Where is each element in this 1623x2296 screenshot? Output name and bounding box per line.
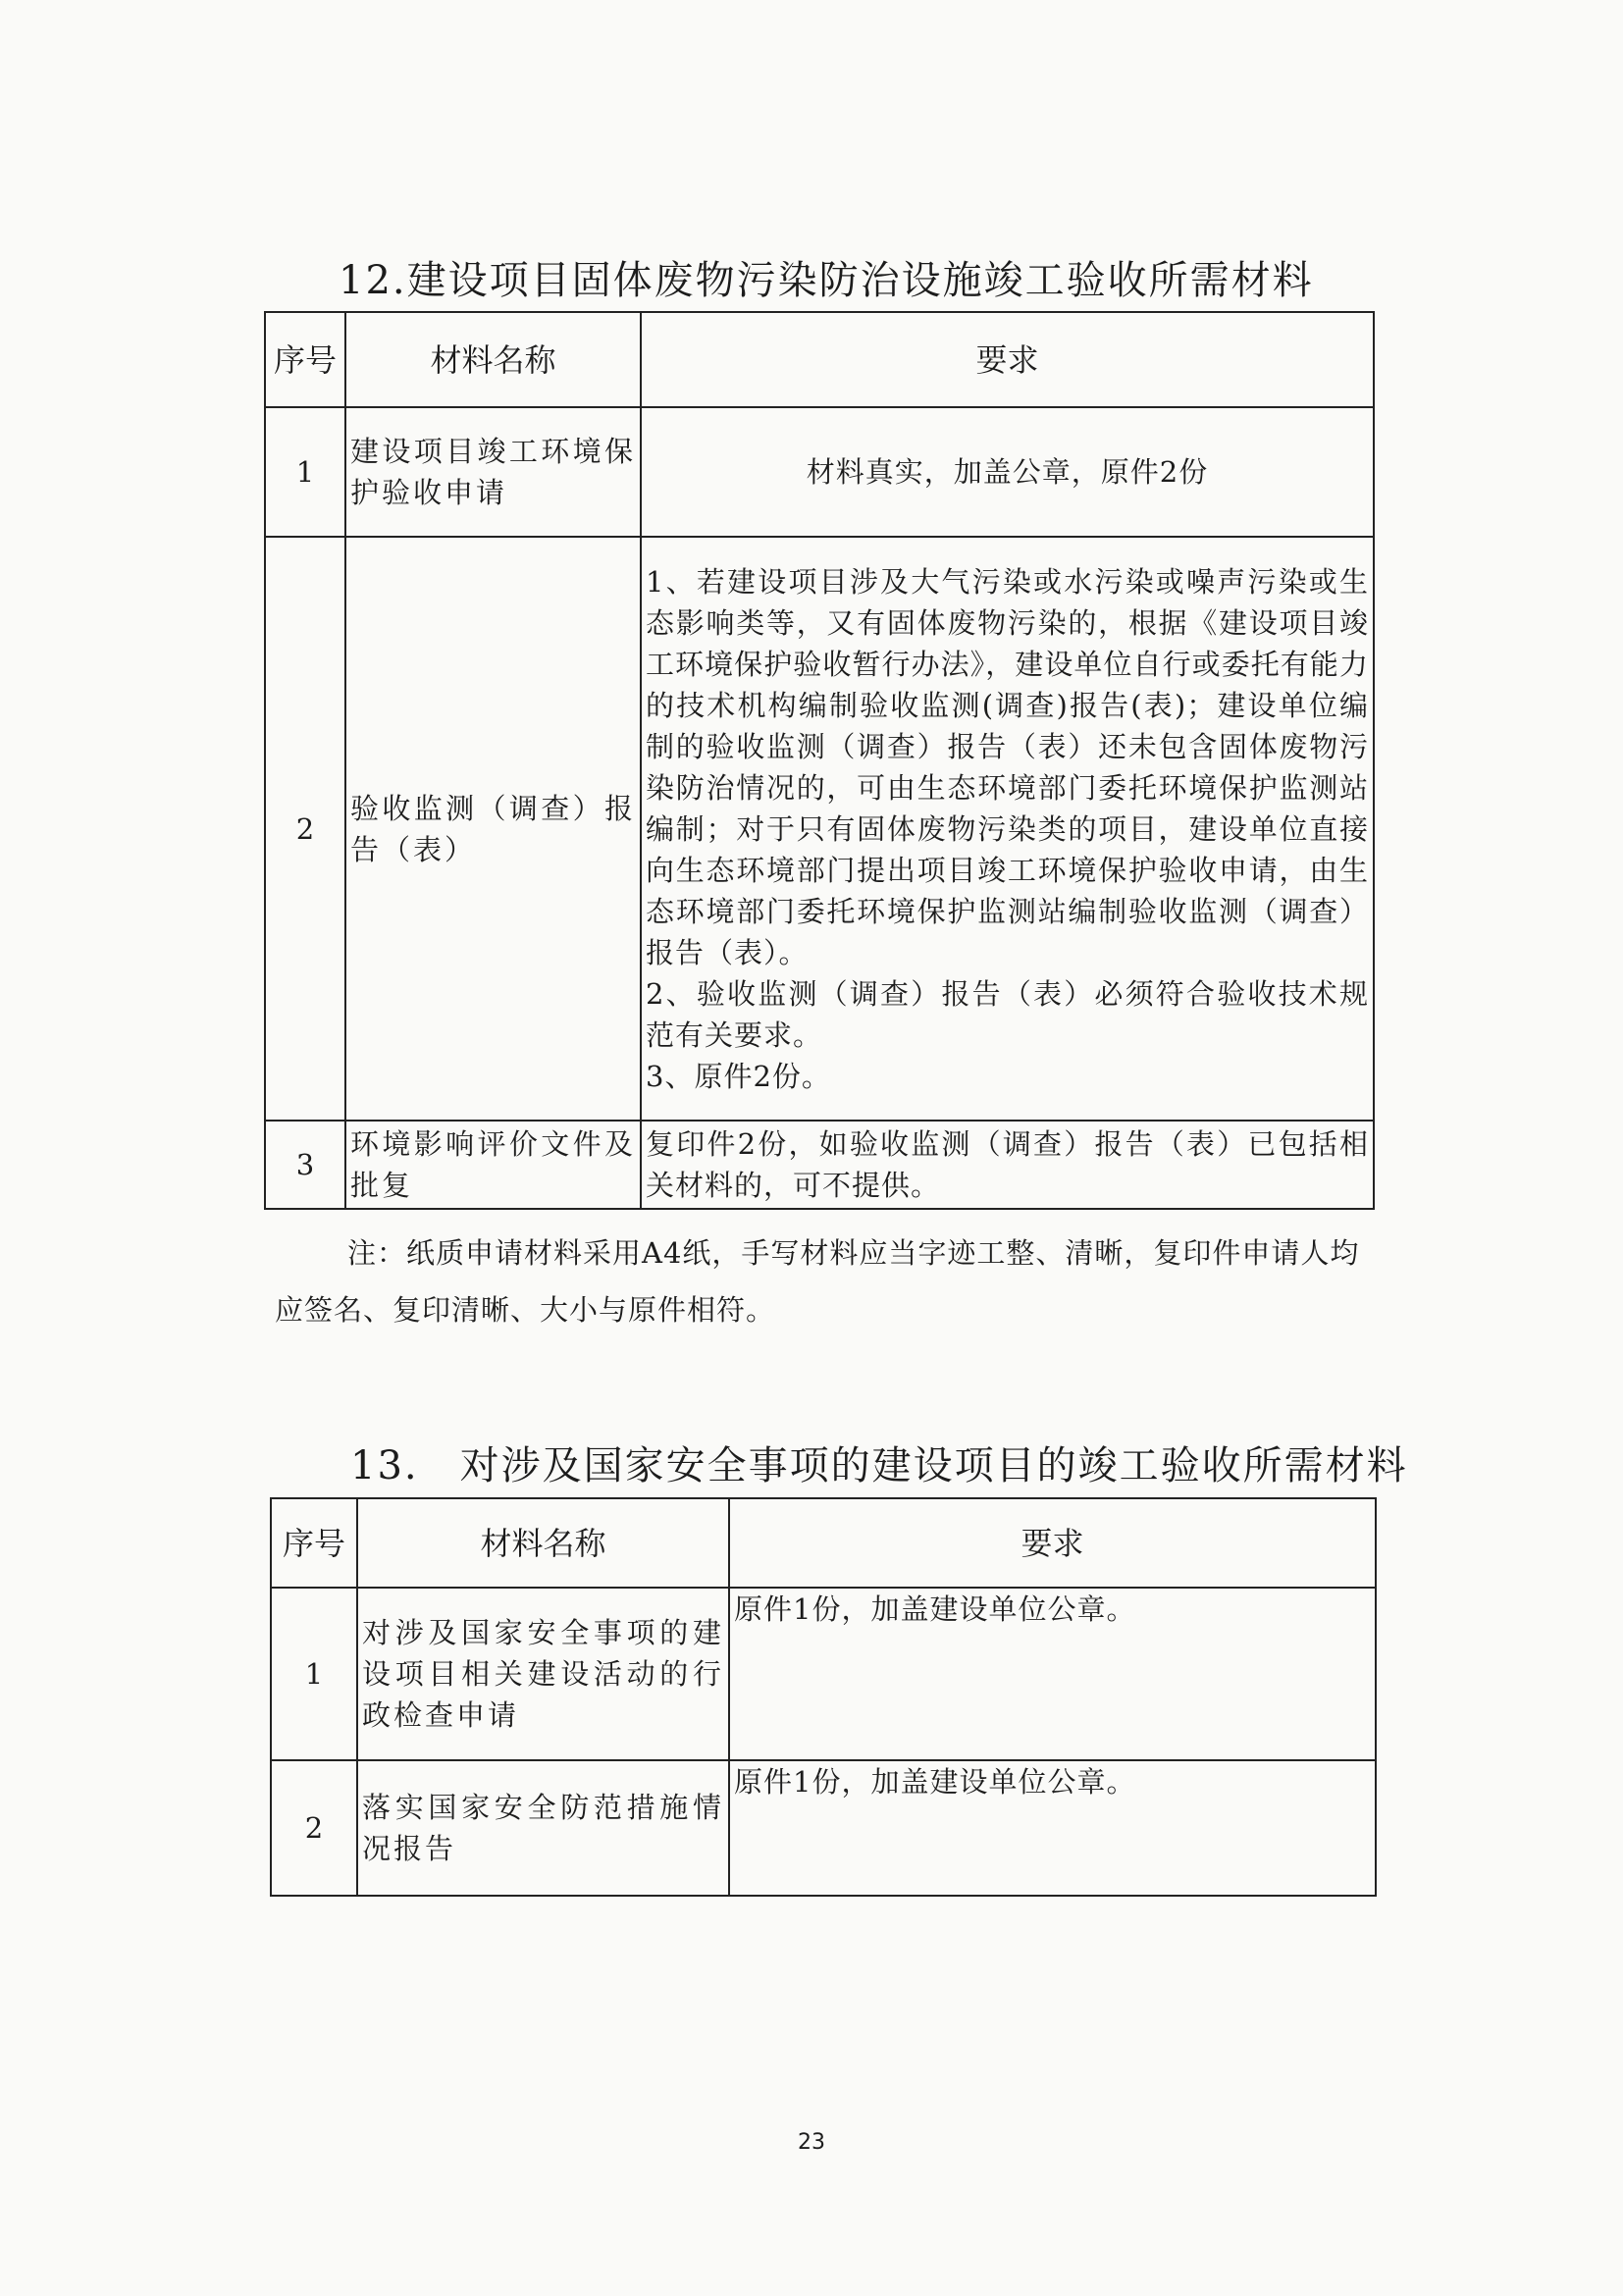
row-requirement: 原件1份，加盖建设单位公章。 — [729, 1588, 1376, 1760]
requirement-item: 1、若建设项目涉及大气污染或水污染或噪声污染或生态影响类等，又有固体废物污染的，根据《建设项目竣工环境保护验收暂行办法》，建设单位自行或委托有能力的技术机构编制验收监测(调查)报告(表)；建设单位编制的验收监测（调查）报告（表）还未包含固体废物污染防治情况的，可由生态环境部门委托环境保护监测站编制；对于只有固体废物污染类的项目，建设单位直接向生态环境部门提出项目竣工环境保护验收申请，由生态环境部门委托环境保护监测站编制验收监测（调查）报告（表）。 — [646, 564, 1369, 969]
row-material-name: 落实国家安全防范措施情况报告 — [357, 1760, 729, 1896]
table-row — [265, 1121, 1374, 1209]
row-seq: 1 — [271, 1588, 357, 1760]
section-12-table — [264, 311, 1375, 1210]
row-seq: 3 — [265, 1121, 345, 1209]
table-row — [265, 407, 1374, 537]
section-13-title: 13. 对涉及国家安全事项的建设项目的竣工验收所需材料 — [350, 1443, 1408, 1488]
row-material-name: 环境影响评价文件及批复 — [345, 1121, 641, 1209]
row-seq: 2 — [271, 1760, 357, 1896]
table-header-row — [271, 1498, 1376, 1588]
requirement-item: 3、原件2份。 — [646, 1059, 831, 1093]
row-seq: 1 — [265, 407, 345, 537]
table-row — [265, 537, 1374, 1121]
row-material-name: 建设项目竣工环境保护验收申请 — [345, 407, 641, 537]
requirement-text: 材料真实，加盖公章，原件2份 — [806, 455, 1209, 489]
header-seq: 序号 — [271, 1498, 357, 1588]
section-12-note: 注：纸质申请材料采用A4纸，手写材料应当字迹工整、清晰，复印件申请人均应签名、复印清晰、大小与原件相符。 — [275, 1236, 1360, 1327]
table-row — [271, 1760, 1376, 1896]
header-name: 材料名称 — [357, 1498, 729, 1588]
table-header-row — [265, 312, 1374, 407]
section-12-title: 12.建设项目固体废物污染防治设施竣工验收所需材料 — [339, 258, 1314, 303]
requirement-item: 2、验收监测（调查）报告（表）必须符合验收技术规范有关要求。 — [646, 976, 1369, 1052]
requirement-text: 复印件2份，如验收监测（调查）报告（表）已包括相关材料的，可不提供。 — [646, 1127, 1369, 1202]
row-requirement — [641, 407, 1374, 537]
header-seq: 序号 — [265, 312, 345, 407]
row-requirement: 原件1份，加盖建设单位公章。 — [729, 1760, 1376, 1896]
row-material-name: 对涉及国家安全事项的建设项目相关建设活动的行政检查申请 — [357, 1588, 729, 1760]
row-requirement — [641, 537, 1374, 1121]
header-requirement: 要求 — [729, 1498, 1376, 1588]
section-13-table — [270, 1497, 1377, 1897]
table-row — [271, 1588, 1376, 1760]
header-name: 材料名称 — [345, 312, 641, 407]
row-material-name: 验收监测（调查）报告（表） — [345, 537, 641, 1121]
row-seq: 2 — [265, 537, 345, 1121]
row-requirement — [641, 1121, 1374, 1209]
page-number: 23 — [798, 2130, 825, 2155]
header-requirement: 要求 — [641, 312, 1374, 407]
